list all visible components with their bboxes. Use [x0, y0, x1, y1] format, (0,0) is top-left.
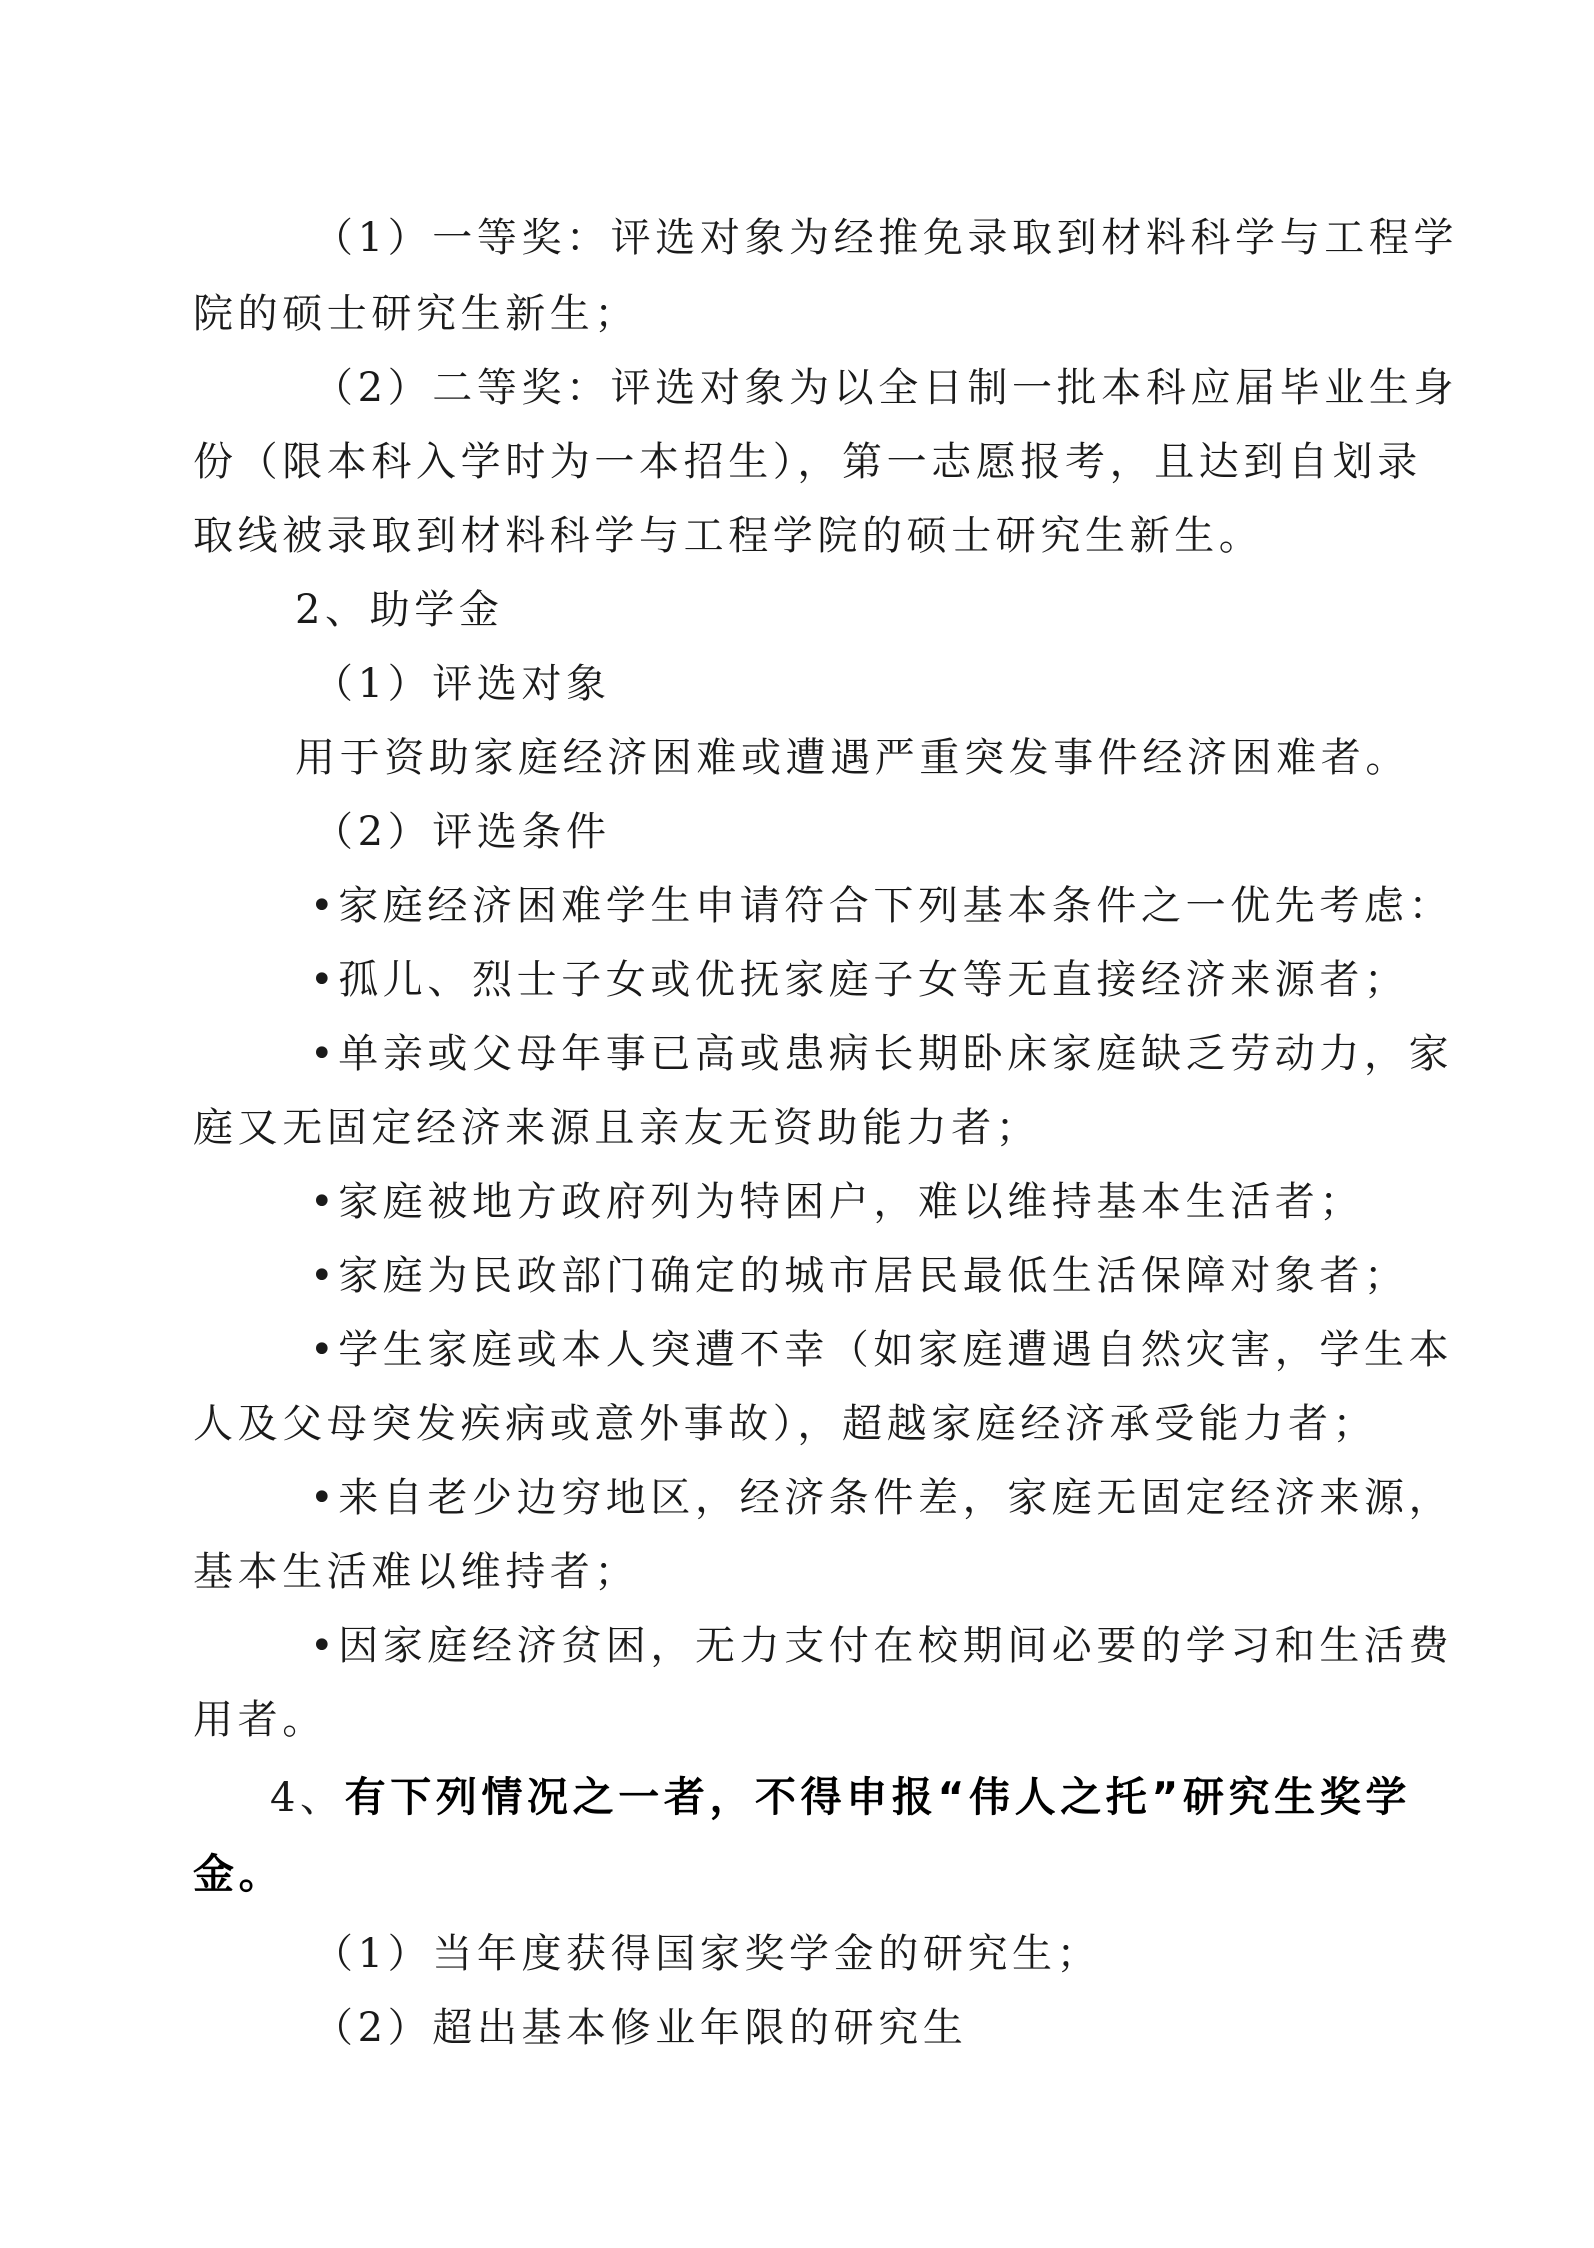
condition-item: •孤儿、烈士子女或优抚家庭子女等无直接经济来源者；: [310, 957, 1409, 1003]
condition-item: •学生家庭或本人突遭不幸（如家庭遭遇自然灾害，学生本: [310, 1327, 1454, 1373]
second-prize-text: （2）二等奖：评选对象为以全日制一批本科应届毕业生身: [313, 365, 1459, 411]
condition-item-cont: 人及父母突发疾病或意外事故），超越家庭经济承受能力者；: [193, 1401, 1378, 1447]
section-4-title-cont: 金。: [193, 1850, 285, 1898]
condition-item: •家庭经济困难学生申请符合下列基本条件之一优先考虑：: [310, 883, 1454, 929]
first-prize-text-cont: 院的硕士研究生新生；: [193, 291, 639, 337]
condition-item: •因家庭经济贫困，无力支付在校期间必要的学习和生活费: [310, 1623, 1454, 1669]
condition-item: •单亲或父母年事已高或患病长期卧床家庭缺乏劳动力，家: [310, 1031, 1454, 1077]
condition-item-cont: 基本生活难以维持者；: [193, 1549, 639, 1595]
condition-item: •来自老少边穷地区，经济条件差，家庭无固定经济来源，: [310, 1475, 1454, 1521]
first-prize-text: （1）一等奖：评选对象为经推免录取到材料科学与工程学: [313, 215, 1459, 261]
second-prize-text-cont2: 取线被录取到材料科学与工程学院的硕士研究生新生。: [193, 513, 1264, 559]
condition-item-cont: 庭又无固定经济来源且亲友无资助能力者；: [193, 1105, 1041, 1151]
second-prize-text-cont: 份（限本科入学时为一本招生），第一志愿报考，且达到自划录: [193, 439, 1422, 485]
condition-item: •家庭被地方政府列为特困户，难以维持基本生活者；: [310, 1179, 1364, 1225]
section-4-heading: [270, 1773, 1490, 1822]
section-heading-grant: 2、助学金: [295, 587, 504, 633]
grant-target-heading: （1）评选对象: [313, 661, 611, 707]
exclusion-item: （1）当年度获得国家奖学金的研究生；: [313, 1931, 1102, 1977]
grant-target-text: 用于资助家庭经济困难或遭遇严重突发事件经济困难者。: [295, 735, 1410, 781]
section-4-title: 有下列情况之一者，不得申报“伟人之托”研究生奖学: [344, 1773, 1411, 1821]
section-4-number: 4、: [270, 1775, 345, 1821]
grant-conditions-heading: （2）评选条件: [313, 809, 611, 855]
condition-item: •家庭为民政部门确定的城市居民最低生活保障对象者；: [310, 1253, 1409, 1299]
exclusion-item: （2）超出基本修业年限的研究生: [313, 2005, 968, 2051]
condition-item-cont: 用者。: [193, 1697, 327, 1743]
